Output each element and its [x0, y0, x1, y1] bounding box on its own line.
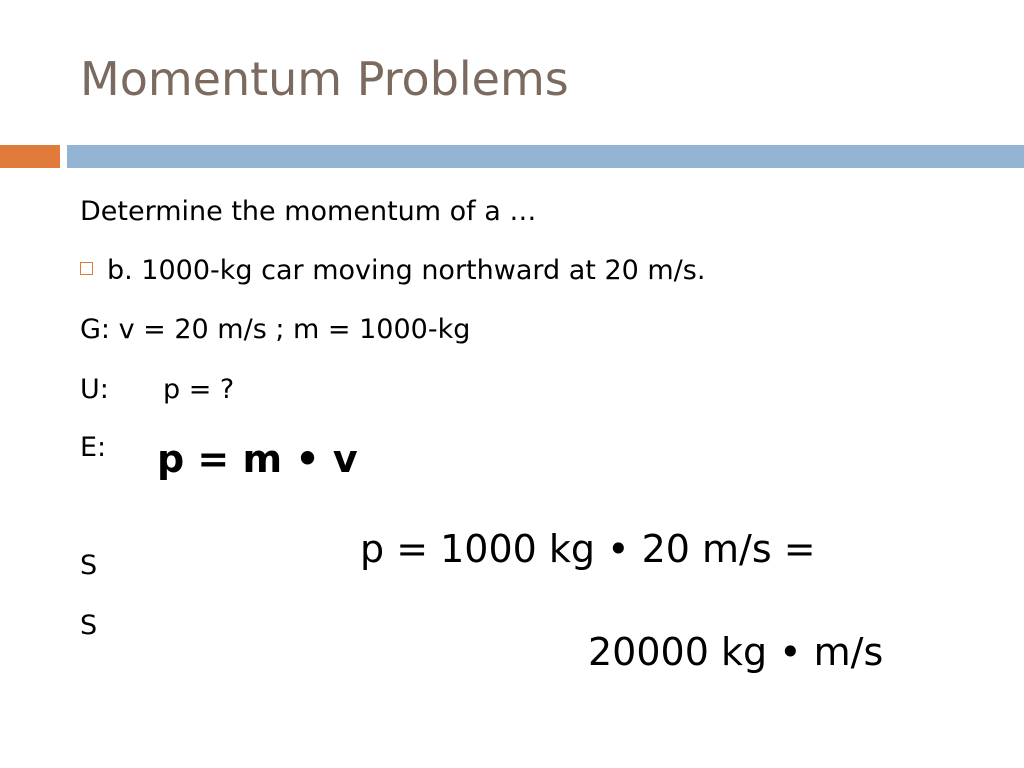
accent-bar-blue — [67, 145, 1024, 168]
calculation-line: p = 1000 kg • 20 m/s = — [360, 527, 816, 571]
equation-label: E: — [80, 432, 107, 463]
equation-formula: p = m • v — [157, 437, 358, 481]
slide-title: Momentum Problems — [80, 52, 569, 106]
bullet-text: b. 1000-kg car moving northward at 20 m/s. — [107, 255, 706, 286]
result-line: 20000 kg • m/s — [588, 630, 884, 674]
unknown-label: U: — [80, 374, 109, 405]
substitute-label: S — [80, 550, 98, 581]
intro-text: Determine the momentum of a … — [80, 196, 537, 227]
bullet-item — [80, 255, 705, 286]
solve-label: S — [80, 610, 98, 641]
square-bullet-icon — [80, 262, 93, 275]
unknown-value: p = ? — [163, 374, 235, 405]
given-line: G: v = 20 m/s ; m = 1000-kg — [80, 314, 471, 345]
accent-bar-orange — [0, 145, 60, 168]
